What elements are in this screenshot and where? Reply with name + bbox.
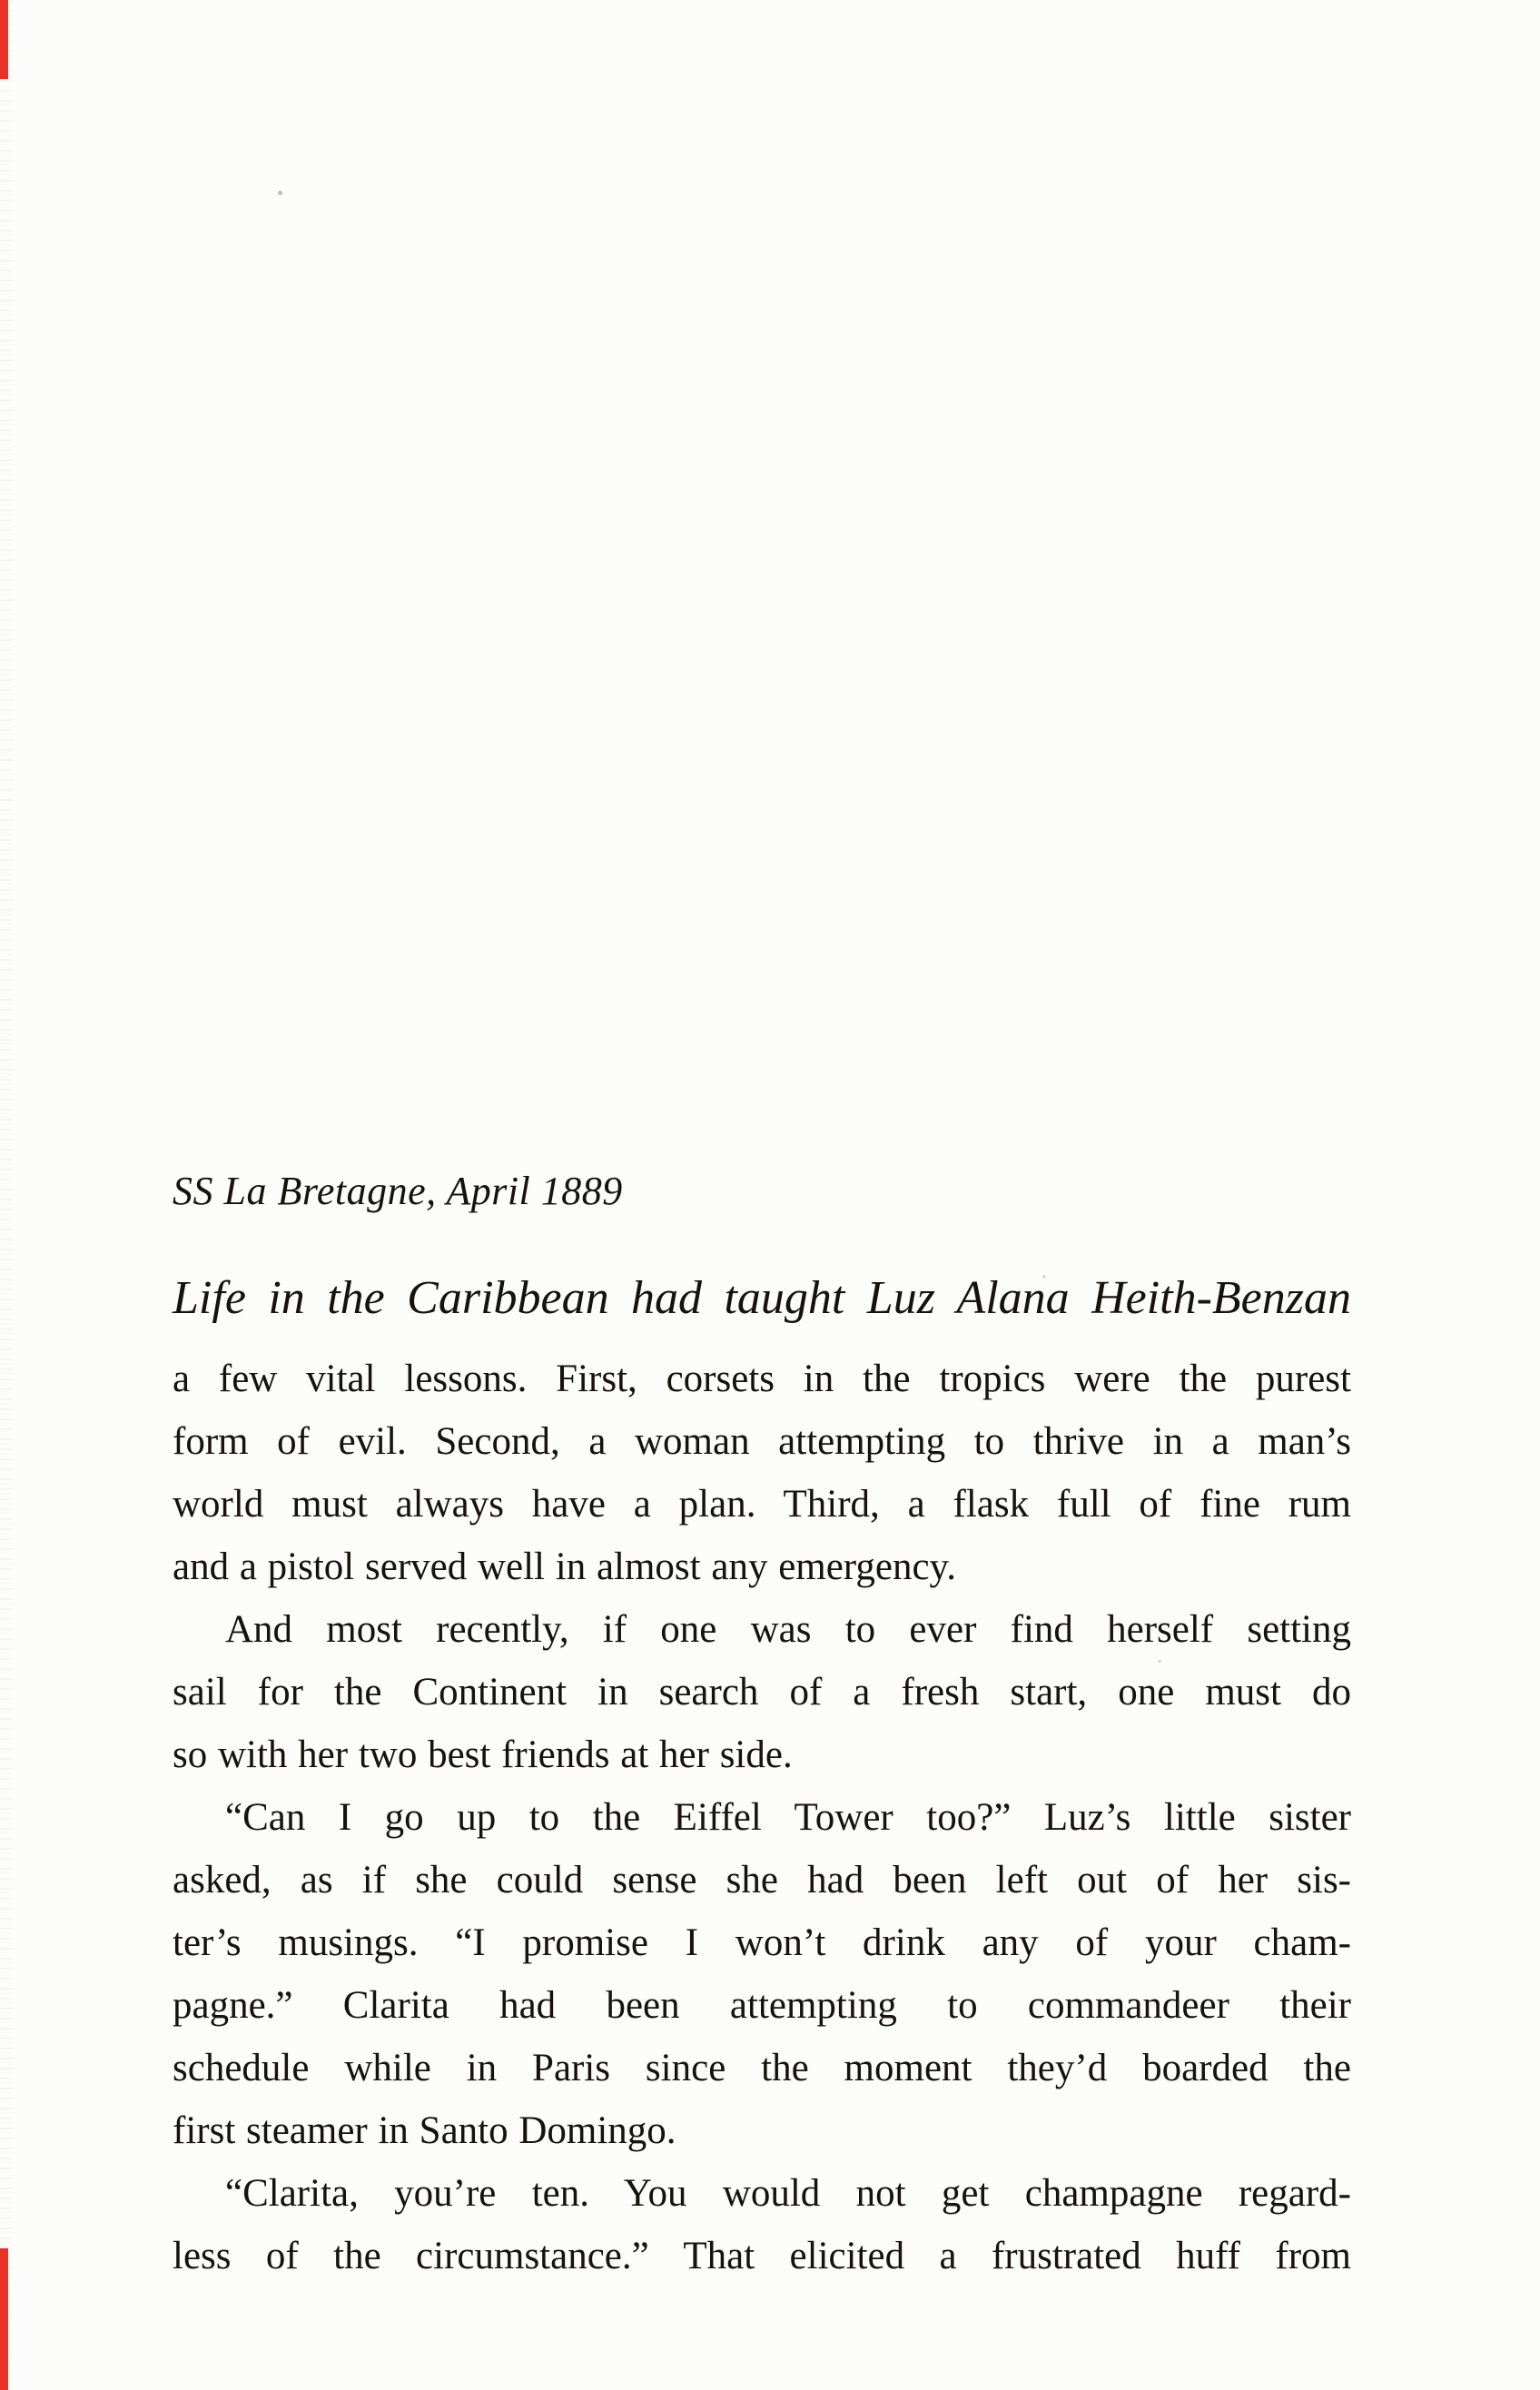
body-text-line: first steamer in Santo Domingo. (173, 2109, 676, 2152)
body-text-line: less of the circumstance.” That elicited a frustrated huff from (173, 2235, 1351, 2277)
body-text-line: a few vital lessons. First, corsets in the tropics were the purest (173, 1358, 1351, 1400)
page-text-block (173, 1164, 1351, 2287)
body-text-line: world must always have a plan. Third, a flask full of fine rum (173, 1483, 1351, 1526)
chapter-dateline: SS La Bretagne, April 1889 (173, 1169, 623, 1213)
body-text-line: ter’s musings. “I promise I won’t drink any of your cham- (173, 1921, 1351, 1964)
body-text-line: schedule while in Paris since the moment they’d boarded the (173, 2047, 1351, 2089)
body-text-line: so with her two best friends at her side. (173, 1733, 793, 1776)
body-paragraphs (173, 1348, 1351, 2287)
scan-edge-noise (0, 0, 13, 2390)
body-text-line: “Can I go up to the Eiffel Tower too?” Luz’s little sister (225, 1796, 1351, 1839)
opening-script-line: Life in the Caribbean had taught Luz Alana Heith-Benzan (173, 1272, 1351, 1324)
paragraph (173, 1348, 1351, 1598)
body-text-line: And most recently, if one was to ever find herself setting (225, 1608, 1351, 1651)
body-text-line: “Clarita, you’re ten. You would not get champagne regard- (225, 2172, 1351, 2215)
scan-speck (278, 191, 282, 195)
paragraph (173, 2162, 1351, 2287)
body-text-line: asked, as if she could sense she had been left out of her sis- (173, 1859, 1351, 1901)
body-text-line: sail for the Continent in search of a fresh start, one must do (173, 1671, 1351, 1713)
paragraph (173, 1598, 1351, 1786)
paragraph (173, 1786, 1351, 2162)
body-text-line: and a pistol served well in almost any emergency. (173, 1546, 956, 1588)
body-text-line: form of evil. Second, a woman attempting to thrive in a man’s (173, 1420, 1351, 1463)
body-text-line: pagne.” Clarita had been attempting to commandeer their (173, 1984, 1351, 2027)
red-scan-mark-bottom (0, 2248, 8, 2390)
red-scan-mark-top (0, 0, 8, 79)
